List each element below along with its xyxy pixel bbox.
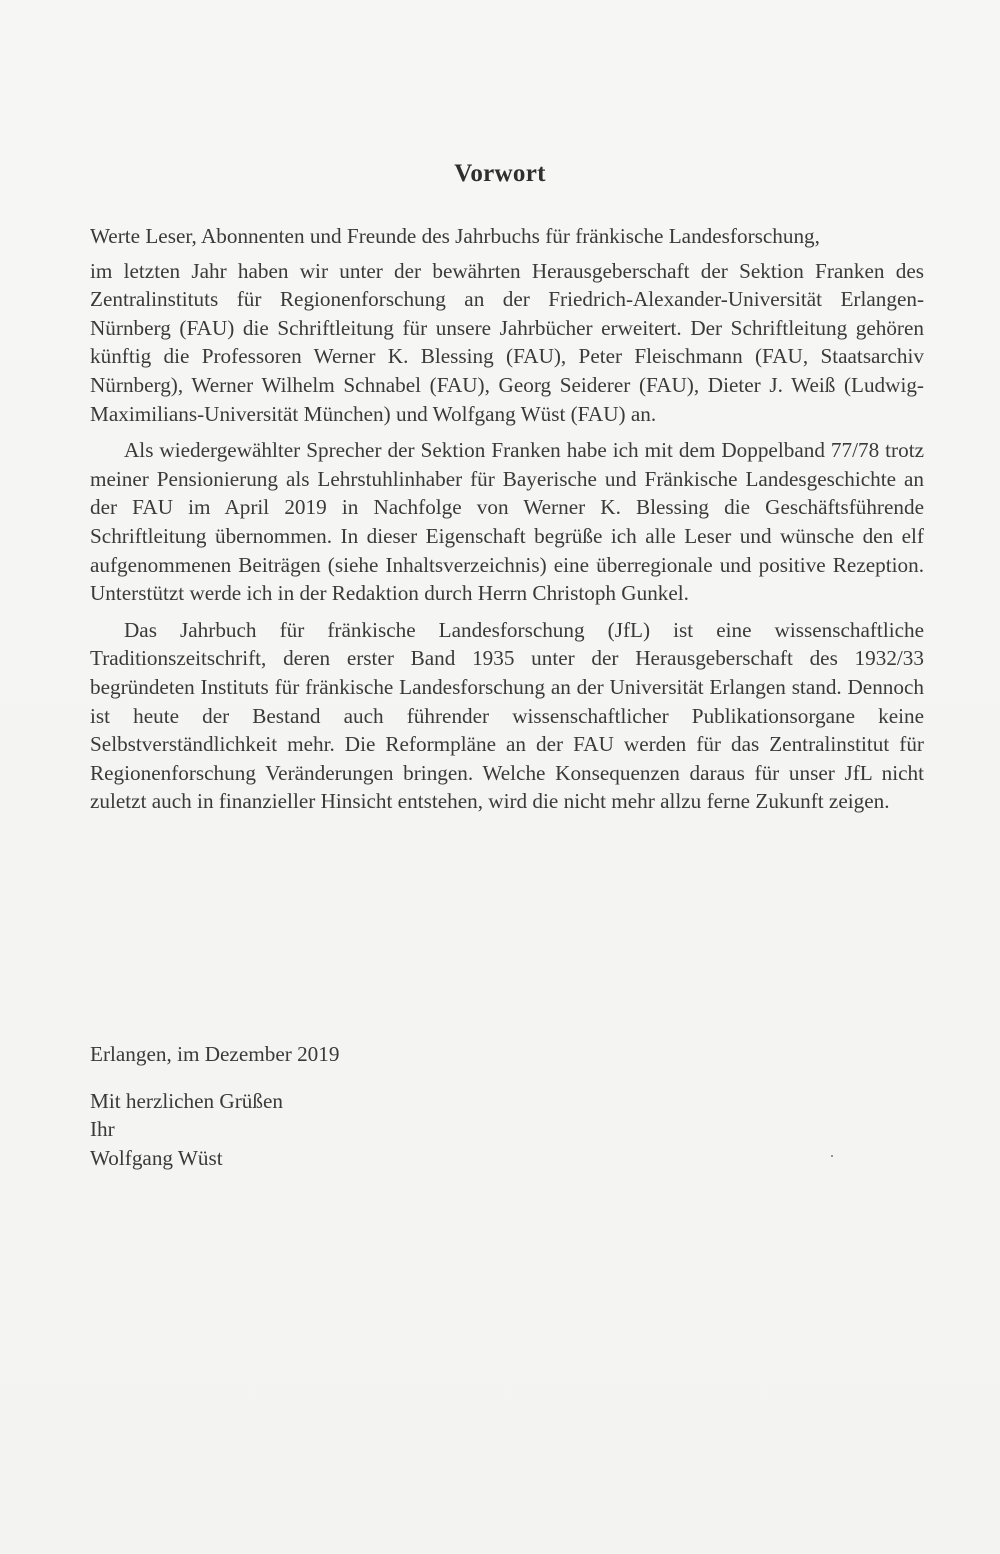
signature-name: Wolfgang Wüst bbox=[90, 1145, 223, 1170]
paragraph-1: im letzten Jahr haben wir unter der bewährten Herausgeberschaft der Sektion Franken des Zentralinstituts für Regionenforschung an der Friedrich-Alexander-Universität Erlangen-Nürnberg (FAU) die Schriftleitung für unsere Jahrbücher erweitert. Der Schriftleitung gehören künftig die Professoren Werner K. Blessing (FAU), Peter Fleischmann (FAU, Staatsarchiv Nürnberg), Werner Wilhelm Schnabel (FAU), Georg Seiderer (FAU), Dieter J. Weiß (Ludwig-Maximilians-Universität München) und Wolfgang Wüst (FAU) an. bbox=[90, 258, 924, 426]
closing-block bbox=[90, 1040, 339, 1172]
foreword-body bbox=[90, 222, 924, 824]
place-date: Erlangen, im Dezember 2019 bbox=[90, 1042, 340, 1066]
paragraph-3: Das Jahrbuch für fränkische Landesforschung (JfL) ist eine wissenschaftliche Traditionszeitschrift, deren erster Band 1935 unter der Herausgeberschaft des 1932/33 begründeten Instituts für fränkische Landesforschung an der Universität Erlangen stand. Dennoch ist heute der Bestand auch führender wissenschaftlicher Publikationsorgane keine Selbstverständlichkeit mehr. Die Reformpläne an der FAU werden für das Zentralinstitut für Regionenforschung Veränderungen bringen. Welche Konsequenzen daraus für unser JfL nicht zuletzt auch in finanzieller Hinsicht entstehen, wird die nicht mehr allzu ferne Zukunft zeigen. bbox=[90, 617, 924, 814]
page-title: Vorwort bbox=[454, 160, 546, 187]
closing-salutation: Mit herzlichen Grüßen bbox=[90, 1088, 283, 1113]
closing-ihr: Ihr bbox=[90, 1117, 115, 1142]
greeting-line: Werte Leser, Abonnenten und Freunde des Jahrbuchs für fränkische Landesforschung, bbox=[90, 224, 820, 248]
paragraph-2: Als wiedergewählter Sprecher der Sektion Franken habe ich mit dem Doppelband 77/78 trotz meiner Pensionierung als Lehrstuhlinhaber für Bayerische und Fränkische Landesgeschichte an der FAU im April 2019 in Nachfolge von Werner K. Blessing die Geschäftsführende Schriftleitung übernommen. In dieser Eigenschaft begrüße ich alle Leser und wünsche den elf aufgenommenen Beiträgen (siehe Inhaltsverzeichnis) eine überregionale und positive Rezeption. Unterstützt werde ich in der Redaktion durch Herrn Christoph Gunkel. bbox=[90, 438, 924, 606]
paper-speck bbox=[831, 1155, 833, 1157]
